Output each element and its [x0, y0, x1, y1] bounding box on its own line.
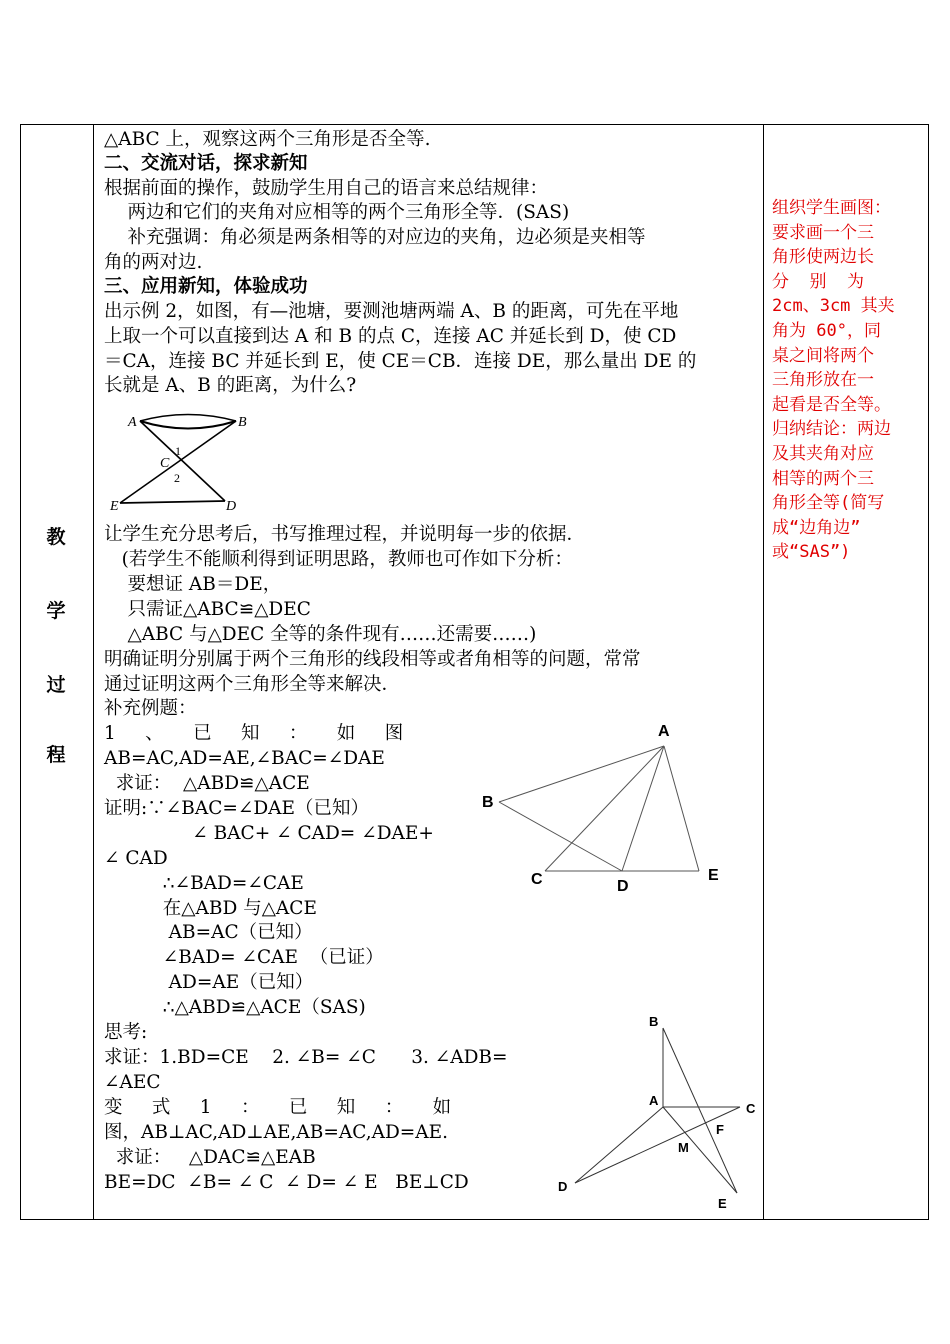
- border-right: [928, 124, 929, 1220]
- note-line: 桌之间将两个: [772, 345, 874, 366]
- side-label-char: 过: [46, 674, 66, 696]
- fig3-label-f: F: [716, 1122, 724, 1137]
- note-line: 起看是否全等。: [772, 394, 891, 415]
- fig3-label-e: E: [718, 1196, 727, 1211]
- figure-pond: [108, 406, 248, 514]
- text-line: △ABC 与△DEC 全等的条件现有……还需要……): [104, 624, 537, 645]
- side-label-char: 学: [46, 600, 66, 622]
- note-line: 分 别 为: [772, 271, 864, 292]
- fig3-label-a: A: [649, 1093, 659, 1108]
- fig1-angle-2: 2: [174, 471, 180, 485]
- fig1-label-b: B: [238, 415, 247, 430]
- fig3-label-b: B: [649, 1014, 659, 1029]
- text-line: △ABC 上，观察这两个三角形是否全等.: [104, 129, 431, 150]
- note-line: 组织学生画图：: [772, 198, 891, 218]
- note-line: 角形使两边长: [772, 247, 874, 268]
- text-line: 出示例 2，如图，有—池塘，要测池塘两端 A、B 的距离，可先在平地: [104, 301, 679, 322]
- text-line: 只需证△ABC≌△DEC: [104, 599, 311, 620]
- text-line: 求证：1.BD=CE 2. ∠B= ∠C 3. ∠ADB=: [104, 1047, 508, 1068]
- figure-variant-perpendicular: [550, 1008, 765, 1218]
- side-label-char: 程: [46, 744, 66, 766]
- teacher-note: [772, 196, 924, 565]
- fig2-label-c: C: [531, 871, 543, 888]
- border-top: [20, 124, 929, 125]
- note-line: 及其夹角对应: [772, 443, 874, 464]
- text-line: 补充例题：: [104, 698, 197, 719]
- text-line: ∠ CAD: [104, 848, 168, 869]
- text-line: 图，AB⊥AC,AD⊥AE,AB=AC,AD=AE.: [104, 1122, 449, 1143]
- text-line: 要想证 AB＝DE，: [104, 574, 282, 595]
- text-line: 角的两对边.: [104, 252, 203, 273]
- text-line: ∠ BAC+ ∠ CAD= ∠DAE+: [104, 823, 434, 844]
- text-line: AB=AC（已知）: [104, 922, 313, 943]
- fig3-label-c: C: [746, 1101, 756, 1116]
- fig1-label-c: C: [160, 456, 170, 471]
- text-line: 上取一个可以直接到达 A 和 B 的点 C，连接 AC 并延长到 D，使 CD: [104, 326, 677, 347]
- text-line: (若学生不能顺利得到证明思路，教师也可作如下分析：: [104, 549, 573, 570]
- fig2-label-e: E: [708, 867, 719, 884]
- note-line: 2cm、3cm 其夹: [772, 296, 895, 317]
- text-line: 1 、 已 知 ： 如 图: [104, 723, 404, 744]
- border-bottom: [20, 1219, 929, 1220]
- text-line: ∴△ABD≌△ACE（SAS): [104, 997, 366, 1018]
- note-line: 归纳结论：两边: [772, 419, 891, 440]
- text-line: 求证： △DAC≌△EAB: [104, 1147, 316, 1168]
- text-line: 两边和它们的夹角对应相等的两个三角形全等．(SAS): [104, 202, 570, 223]
- fig1-label-a: A: [128, 415, 137, 430]
- fig3-label-m: M: [678, 1140, 689, 1155]
- fig1-label-e: E: [110, 499, 119, 514]
- figure-triangles-abde: [470, 712, 740, 897]
- note-line: 角为 60°，同: [772, 320, 881, 341]
- note-line: 角形全等(简写: [772, 493, 885, 514]
- text-line: ∠BAD= ∠CAE （已证）: [104, 947, 384, 968]
- text-line: 补充强调：角必须是两条相等的对应边的夹角，边必须是夹相等: [104, 227, 646, 248]
- text-line: AB=AC,AD=AE,∠BAC=∠DAE: [104, 748, 385, 769]
- fig3-label-d: D: [558, 1179, 568, 1194]
- fig2-label-a: A: [658, 723, 670, 740]
- note-line: 成“边角边”: [772, 517, 861, 538]
- text-line: 证明:∵∠BAC=∠DAE（已知）: [104, 798, 370, 819]
- fig2-label-b: B: [482, 794, 494, 811]
- text-line: 求证： △ABD≌△ACE: [104, 773, 310, 794]
- text-line: 明确证明分别属于两个三角形的线段相等或者角相等的问题，常常: [104, 649, 641, 670]
- text-line: 长就是 A、B 的距离，为什么?: [104, 375, 357, 396]
- text-line: 在△ABD 与△ACE: [104, 898, 317, 919]
- fig1-angle-1: 1: [175, 444, 181, 458]
- text-line: ∴∠BAD=∠CAE: [104, 873, 304, 894]
- fig2-label-d: D: [617, 878, 629, 895]
- side-label-char: 教: [46, 526, 66, 548]
- section-heading: 二、交流对话，探求新知: [104, 153, 308, 174]
- border-left: [20, 124, 21, 1220]
- fig1-label-d: D: [226, 499, 237, 514]
- text-line: ∠AEC: [104, 1072, 161, 1093]
- note-line: 要求画一个三: [772, 222, 874, 243]
- text-line: 变 式 1 ： 已 知 ： 如: [104, 1097, 452, 1118]
- note-line: 或“SAS”): [772, 542, 851, 563]
- text-line: 根据前面的操作，鼓励学生用自己的语言来总结规律：: [104, 178, 549, 199]
- section-heading: 三、应用新知，体验成功: [104, 276, 308, 297]
- text-line: AD=AE（已知）: [104, 972, 314, 993]
- text-line: 让学生充分思考后，书写推理过程，并说明每一步的依据．: [104, 524, 586, 545]
- text-line: ＝CA，连接 BC 并延长到 E，使 CE＝CB．连接 DE，那么量出 DE 的: [104, 351, 697, 372]
- text-line: BE=DC ∠B= ∠ C ∠ D= ∠ E BE⊥CD: [104, 1172, 469, 1193]
- note-line: 三角形放在一: [772, 370, 874, 391]
- text-line: 通过证明这两个三角形全等来解决．: [104, 674, 401, 695]
- text-line: 思考:: [104, 1022, 148, 1043]
- column-divider-1: [93, 124, 94, 1220]
- note-line: 相等的两个三: [772, 468, 874, 489]
